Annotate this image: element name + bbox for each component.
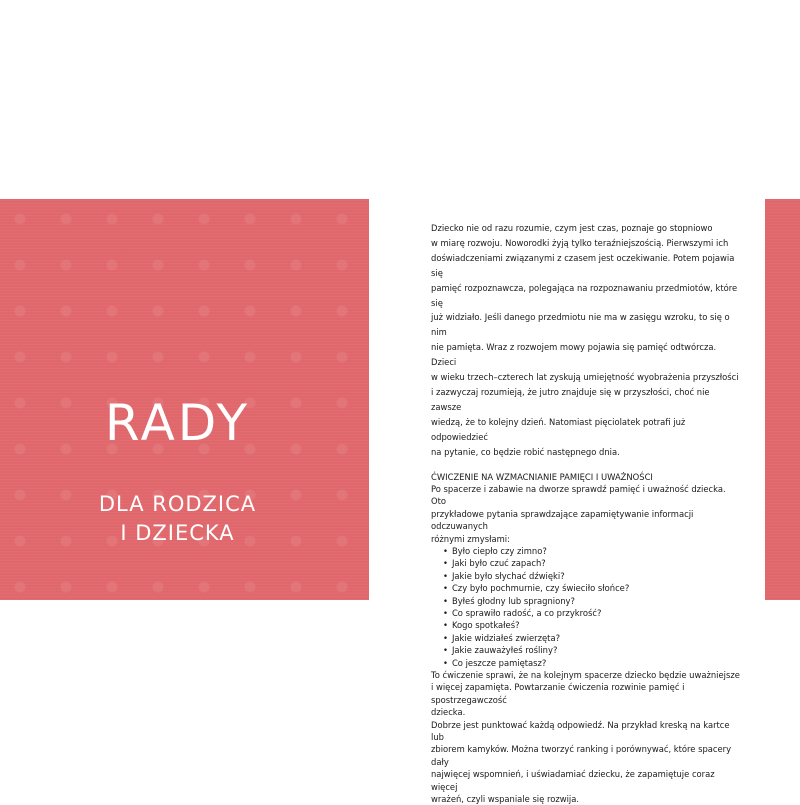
question-item: • Jakie widziałeś zwierzęta? [443, 632, 741, 644]
question-item: • Jakie było słychać dźwięki? [443, 570, 741, 582]
page-subtitle [0, 490, 355, 548]
intro-line: już widziało. Jeśli danego przedmiotu nie ma w zasięgu wzroku, to się o nim [431, 310, 741, 340]
next-page-edge [765, 199, 800, 600]
exercise-section [431, 471, 741, 805]
intro-line: doświadczeniami związanymi z czasem jest oczekiwanie. Potem pojawia się [431, 251, 741, 281]
lead-line: Po spacerze i zabawie na dworze sprawdź pamięć i uważność dziecka. Oto [431, 483, 741, 508]
intro-line: nie pamięta. Wraz z rozwojem mowy pojawia się pamięć odtwórcza. Dzieci [431, 340, 741, 370]
intro-line: pamięć rozpoznawcza, polegająca na rozpoznawaniu przedmiotów, które się [431, 281, 741, 311]
intro-line: w miarę rozwoju. Noworodki żyją tylko teraźniejszością. Pierwszymi ich [431, 236, 741, 251]
question-item: • Kogo spotkałeś? [443, 619, 741, 631]
exercise-closing [431, 669, 741, 805]
intro-paragraph [431, 221, 741, 460]
exercise-heading: ĆWICZENIE NA WZMACNIANIE PAMIĘCI I UWAŻNOŚCI [431, 471, 741, 483]
book-spread [0, 199, 800, 600]
intro-line: Dziecko nie od razu rozumie, czym jest czas, poznaje go stopniowo [431, 221, 741, 236]
closing-line: dziecka. [431, 706, 741, 718]
closing-line: zbiorem kamyków. Można tworzyć ranking i porównywać, które spacery dały [431, 743, 741, 768]
intro-line: i zazwyczaj rozumieją, że jutro znajduje się w przyszłości, choć nie zawsze [431, 385, 741, 415]
closing-line: To ćwiczenie sprawi, że na kolejnym spacerze dziecko będzie uważniejsze [431, 669, 741, 681]
cover-page [0, 199, 369, 600]
page-title: RADY [0, 395, 355, 451]
question-list [431, 545, 741, 669]
question-item: • Było ciepło czy zimno? [443, 545, 741, 557]
question-item: • Co jeszcze pamiętasz? [443, 657, 741, 669]
text-page [431, 221, 741, 805]
lead-line: przykładowe pytania sprawdzające zapamiętywanie informacji odczuwanych [431, 508, 741, 533]
intro-line: na pytanie, co będzie robić następnego dnia. [431, 445, 741, 460]
intro-line: wiedzą, że to kolejny dzień. Natomiast pięciolatek potrafi już odpowiedzieć [431, 415, 741, 445]
closing-line: Dobrze jest punktować każdą odpowiedź. Na przykład kreską na kartce lub [431, 719, 741, 744]
closing-line: i więcej zapamięta. Powtarzanie ćwiczenia rozwinie pamięć i spostrzegawczość [431, 681, 741, 706]
question-item: • Co sprawiło radość, a co przykrość? [443, 607, 741, 619]
intro-line: w wieku trzech–czterech lat zyskują umiejętność wyobrażenia przyszłości [431, 370, 741, 385]
question-item: • Byłeś głodny lub spragniony? [443, 595, 741, 607]
exercise-lead [431, 483, 741, 545]
subtitle-line-2: I DZIECKA [0, 519, 355, 548]
question-item: • Czy było pochmurnie, czy świeciło słońce? [443, 582, 741, 594]
lead-line: różnymi zmysłami: [431, 533, 741, 545]
question-item: • Jaki było czuć zapach? [443, 557, 741, 569]
closing-line: wrażeń, czyli wspaniale się rozwija. [431, 793, 741, 805]
question-item: • Jakie zauważyłeś rośliny? [443, 644, 741, 656]
closing-line: najwięcej wspomnień, i uświadamiać dziecku, że zapamiętuje coraz więcej [431, 768, 741, 793]
subtitle-line-1: DLA RODZICA [0, 490, 355, 519]
